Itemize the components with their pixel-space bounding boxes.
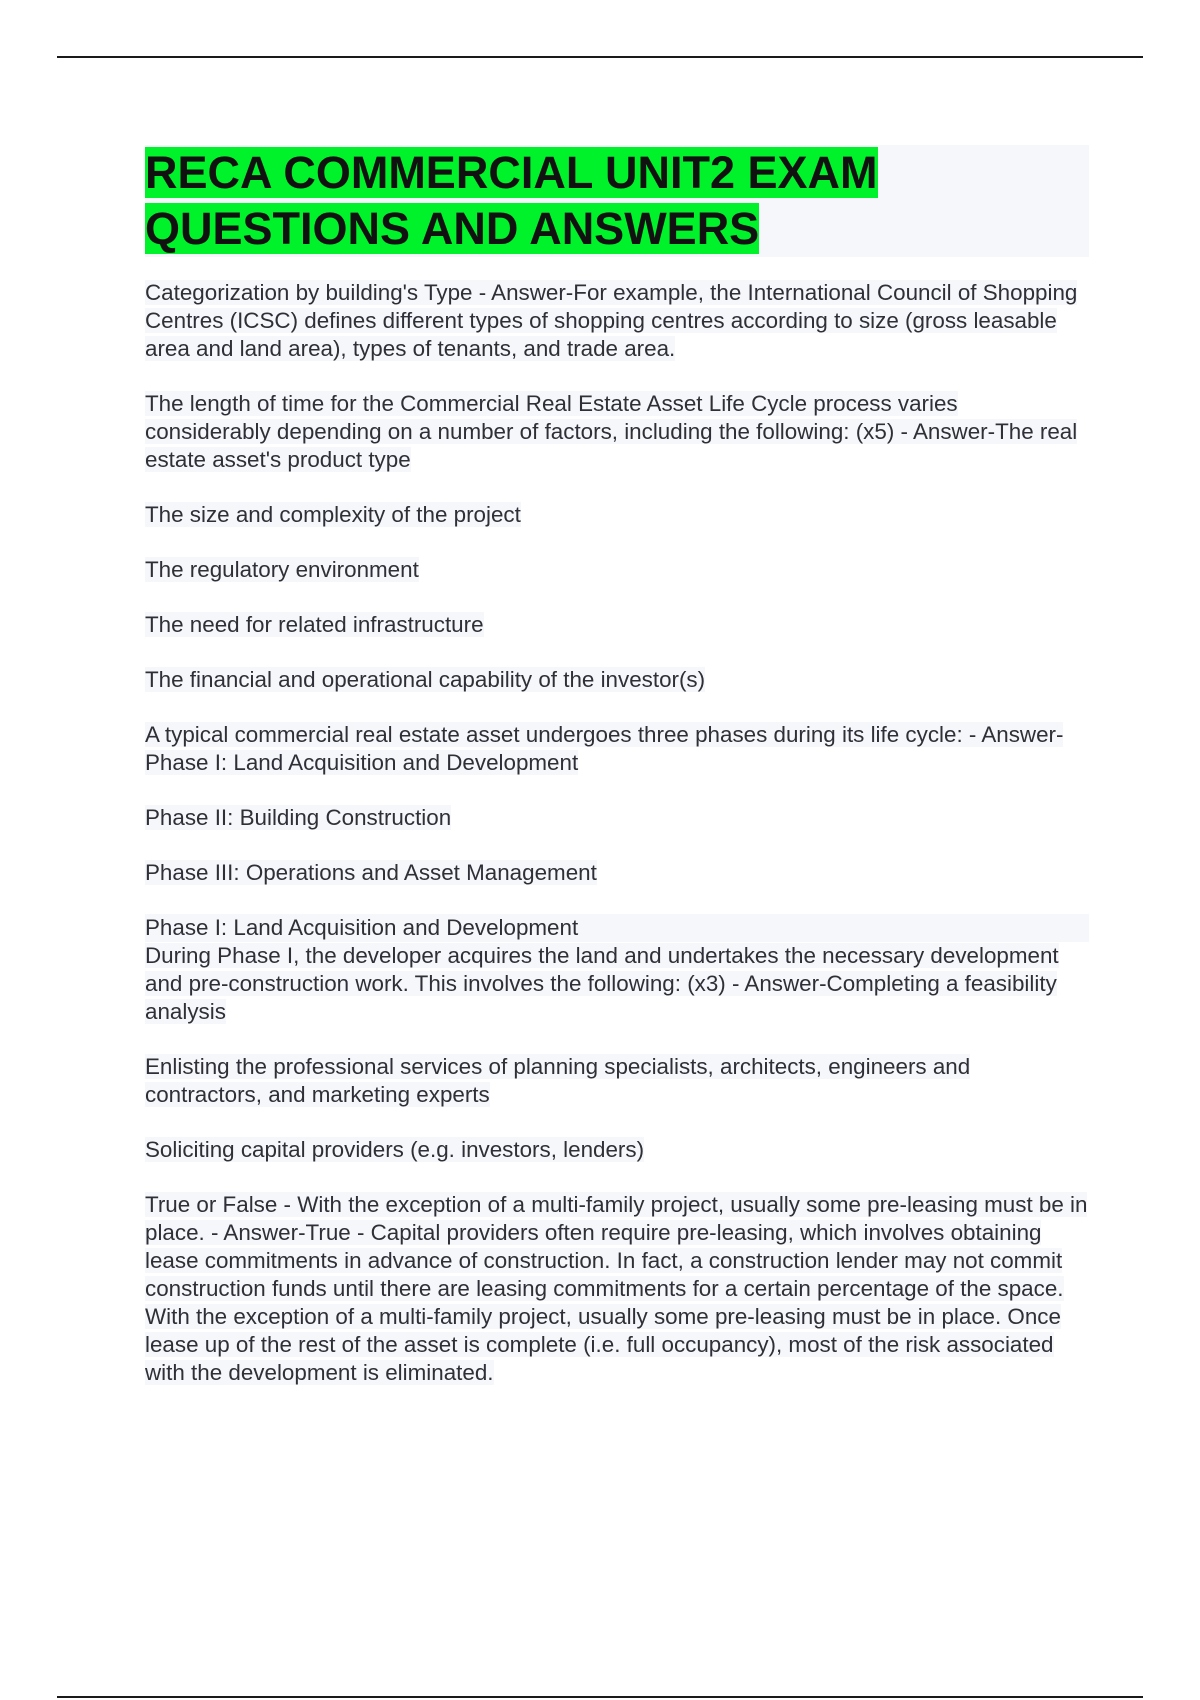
document-body: [145, 145, 1089, 1414]
paragraph-text: The regulatory environment: [145, 557, 419, 582]
paragraph-phase-iii: [145, 859, 1089, 887]
paragraph-text: True or False - With the exception of a multi-family project, usually some pre-leasing must be in place. - Answer-True - Capital providers often require pre-leasing, which involves obtaining lease commitments in advance of construction. In fact, a construction lender may not commit construction funds until there are leasing commitments for a certain percentage of the space. With the exception of a multi-family project, usually some pre-leasing must be in place. Once lease up of the rest of the asset is complete (i.e. full occupancy), most of the risk associated with the development is eliminated.: [145, 1192, 1088, 1385]
document-title: [145, 145, 1089, 257]
paragraph-text: Categorization by building's Type - Answer-For example, the International Council of Shopping Centres (ICSC) defines different types of shopping centres according to size (gross leasable area and land area), types of tenants, and trade area.: [145, 280, 1078, 361]
paragraph-text: Phase III: Operations and Asset Management: [145, 860, 597, 885]
paragraph-text: Phase II: Building Construction: [145, 805, 452, 830]
paragraph-text: The financial and operational capability of the investor(s): [145, 667, 706, 692]
paragraph-text: During Phase I, the developer acquires the land and undertakes the necessary development and pre-construction work. This involves the following: (x3) - Answer-Completing a feasibility analysis: [145, 943, 1059, 1024]
paragraph-text: Soliciting capital providers (e.g. investors, lenders): [145, 1137, 645, 1162]
paragraph-infrastructure: [145, 611, 1089, 639]
paragraph-three-phases: [145, 721, 1089, 777]
paragraph-heading-line: Phase I: Land Acquisition and Development: [145, 914, 1089, 942]
paragraph-true-false-preleasing: [145, 1191, 1089, 1387]
title-highlight: RECA COMMERCIAL UNIT2 EXAM QUESTIONS AND ANSWERS: [145, 147, 878, 254]
title-block: [145, 145, 1089, 257]
paragraph-building-type: [145, 279, 1089, 363]
paragraph-text: A typical commercial real estate asset undergoes three phases during its life cycle: - Answer-Phase I: Land Acquisition and Development: [145, 722, 1064, 775]
header-rule: [57, 56, 1143, 58]
paragraph-phase-i-detail: [145, 914, 1089, 1026]
paragraph-regulatory: [145, 556, 1089, 584]
paragraph-investor-capability: [145, 666, 1089, 694]
paragraph-professional-services: [145, 1053, 1089, 1109]
paragraph-text: Enlisting the professional services of planning specialists, architects, engineers and contractors, and marketing experts: [145, 1054, 971, 1107]
paragraph-phase-ii: [145, 804, 1089, 832]
paragraph-text: The length of time for the Commercial Real Estate Asset Life Cycle process varies considerably depending on a number of factors, including the following: (x5) - Answer-The real estate asset's product type: [145, 391, 1078, 472]
paragraph-size-complexity: [145, 501, 1089, 529]
paragraph-text: The size and complexity of the project: [145, 502, 521, 527]
paragraph-text: The need for related infrastructure: [145, 612, 484, 637]
paragraph-life-cycle-length: [145, 390, 1089, 474]
footer-rule: [57, 1696, 1143, 1698]
paragraph-capital-providers: [145, 1136, 1089, 1164]
